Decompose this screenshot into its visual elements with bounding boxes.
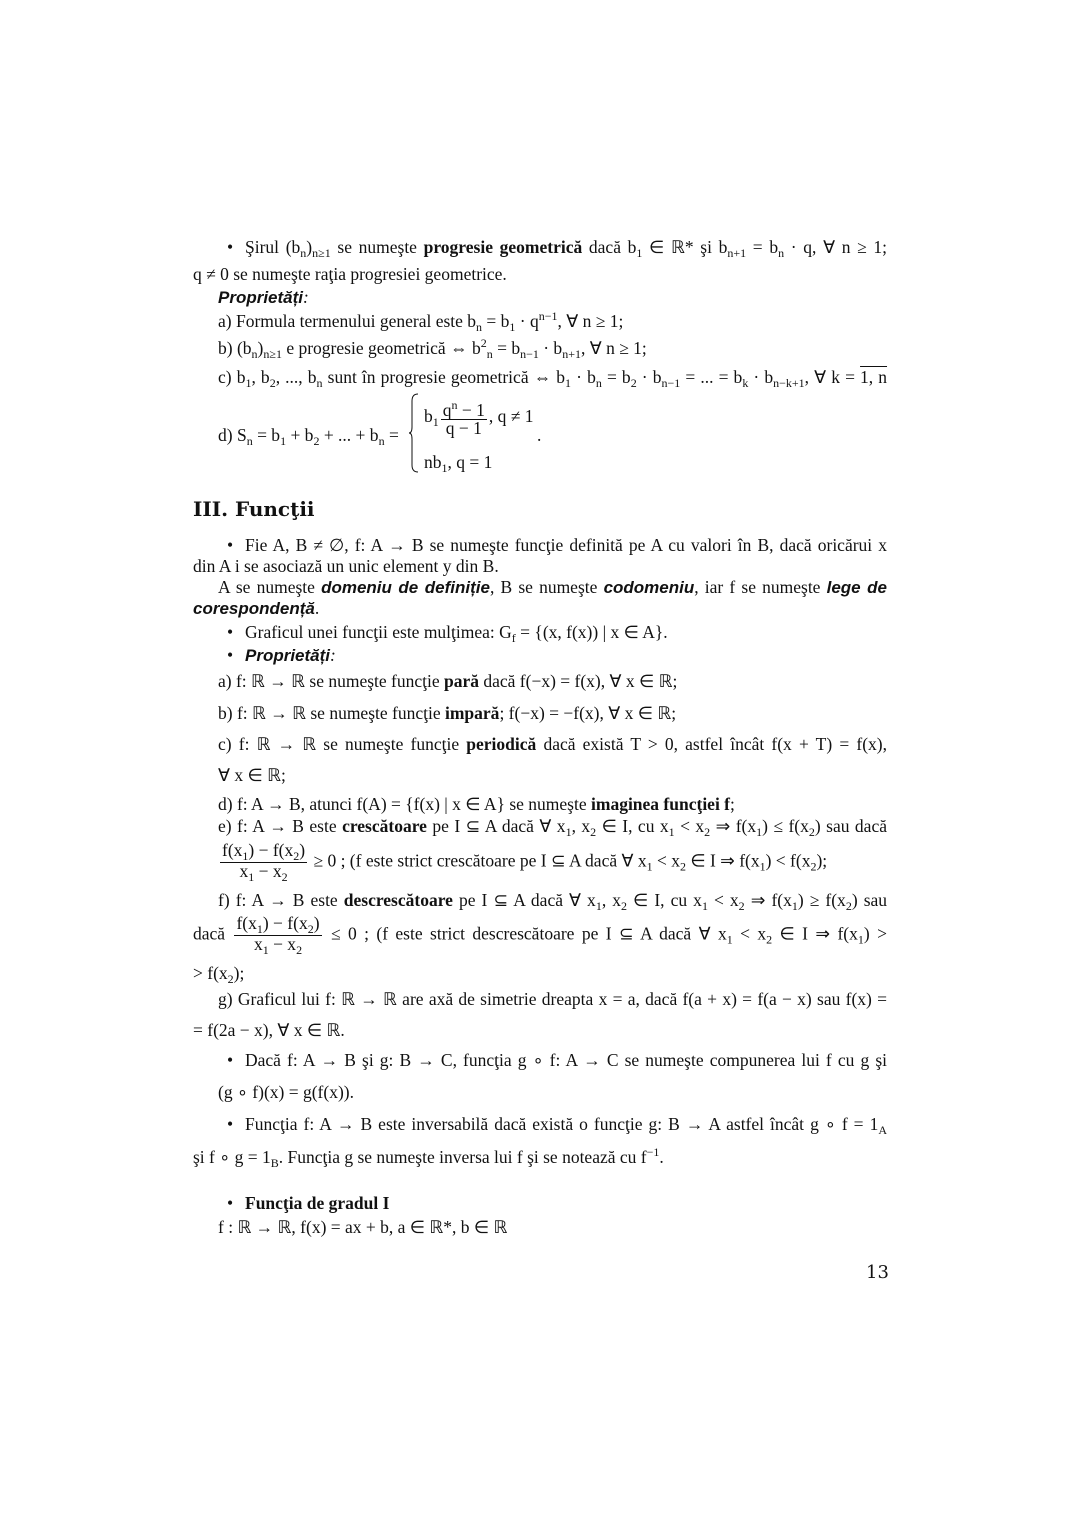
text-run: b) f: ℝ → ℝ se numeşte funcţie <box>218 703 445 723</box>
text-run: ≤ 0 ; (f este strict descrescătoare pe I ⊆ A dacă ∀ x <box>323 923 727 944</box>
subscript: 2 <box>704 825 711 839</box>
text-run: ; f(−x) = −f(x), ∀ x ∈ ℝ; <box>499 703 677 723</box>
text-run: < x <box>674 816 705 836</box>
subscript: 2 <box>293 849 300 863</box>
text-run: . Funcţia g se numeşte inversa lui f şi se notează cu f <box>278 1147 647 1167</box>
text-run: se numeşte <box>330 237 424 257</box>
text-run: c) f: ℝ → ℝ se numeşte funcţie <box>218 734 467 754</box>
subscript: n <box>486 347 493 361</box>
subscript: 2 <box>845 899 852 913</box>
subscript: n+1 <box>562 347 581 361</box>
subscript: 2 <box>590 825 597 839</box>
invertible-function <box>227 1114 887 1136</box>
text-run: − x <box>268 934 297 954</box>
text-run: < x <box>652 850 680 871</box>
text-run: din A i se asociază un unic element y din B. <box>193 556 499 576</box>
superscript: 2 <box>480 336 487 350</box>
subscript: 1 <box>432 415 439 430</box>
text-run: Şirul (b <box>245 237 301 257</box>
fraction <box>441 399 487 437</box>
decreasing-function-cont <box>193 915 887 956</box>
subscript: B <box>270 1156 279 1170</box>
property-a <box>218 310 887 333</box>
function-graph <box>227 622 887 644</box>
subscript: 1 <box>509 320 516 334</box>
superscript: n <box>451 398 458 412</box>
subscript: 1 <box>595 899 602 913</box>
text-run: x <box>239 861 249 881</box>
property-d-case1 <box>424 399 533 437</box>
text-run: ); <box>816 850 828 871</box>
subscript: A <box>878 1123 887 1137</box>
text-run: pe I ⊆ A dacă ∀ x <box>426 816 566 836</box>
subscript: 1 <box>636 246 643 260</box>
denominator <box>239 863 287 883</box>
fraction <box>220 842 307 883</box>
geometric-progression-definition <box>227 237 887 259</box>
symmetry-axis-cont <box>193 1020 887 1040</box>
numerator <box>220 842 307 863</box>
text-run: dacă f(−x) = f(x), ∀ x ∈ ℝ; <box>479 671 678 691</box>
text-run: = {(x, f(x)) | x ∈ A}. <box>515 622 668 642</box>
text-run: , ∀ k = <box>804 367 861 387</box>
text-run: f(x <box>222 840 243 860</box>
subscript: n <box>300 246 307 260</box>
text-run: Fie A, B ≠ ∅, f: A → B se numeşte funcţie definită pe A cu valori în B, dacă oricărui x <box>245 535 887 555</box>
text-run: şi f ∘ g = 1 <box>193 1147 271 1167</box>
property-d-dot <box>537 425 541 445</box>
linear-function-heading <box>227 1193 887 1213</box>
subscript: n <box>378 434 385 448</box>
text-run: d) f: A → B, atunci f(A) = {f(x) | x ∈ A} se numeşte <box>218 794 591 814</box>
text-run: dacă <box>193 923 233 944</box>
text-run: > f(x <box>193 963 228 983</box>
text-run: ∀ x ∈ ℝ; <box>218 765 286 785</box>
text-run: a) f: ℝ → ℝ se numeşte funcţie <box>218 671 444 691</box>
subscript: 2 <box>766 932 773 947</box>
text-run: b <box>424 406 433 427</box>
text-run: ) <box>257 338 264 358</box>
text-run: + ... + b <box>319 425 379 445</box>
text-run: ⇒ f(x <box>710 816 757 836</box>
text-run: ∈ I ⇒ f(x <box>685 850 760 871</box>
text-run: Graficul unei funcţii este mulţimea: G <box>245 622 512 642</box>
text-run: e) f: A → B este <box>218 816 343 836</box>
text-run: , b <box>251 367 270 387</box>
text-run: Dacă f: A → B şi g: B → C, funcţia g ∘ f: A → C se numeşte compunerea lui f cu g şi <box>245 1050 887 1070</box>
text-run: . <box>659 1147 664 1167</box>
text-run: ; <box>730 794 735 814</box>
subscript: 1 <box>565 376 572 390</box>
numerator <box>441 399 487 420</box>
subscript: 2 <box>630 376 637 390</box>
text-run: = b <box>492 338 521 358</box>
page-number: 13 <box>866 1262 889 1283</box>
text-run: g) Graficul lui f: ℝ → ℝ are axă de simetrie dreapta x = a, dacă f(a + x) = f(a − x) sau f(x) = <box>218 989 887 1009</box>
text-run: · q, ∀ n ≥ 1; <box>784 237 888 257</box>
denominator <box>446 420 482 437</box>
emphasis-text: Proprietăți <box>218 288 304 307</box>
emphasis-text: imaginea funcţiei f <box>591 794 731 814</box>
invertible-function-cont <box>193 1146 887 1169</box>
text-run: q − 1 <box>445 418 482 438</box>
text-run: < x <box>707 890 739 910</box>
subscript: 1 <box>701 899 708 913</box>
function-definition <box>227 535 887 555</box>
subscript: 1 <box>759 859 766 874</box>
superscript: −1 <box>646 1145 660 1159</box>
text-run: = b <box>252 425 281 445</box>
increasing-function-cont <box>218 842 887 883</box>
text-run: ∈ I, cu x <box>596 816 669 836</box>
text-run: dacă b <box>582 237 637 257</box>
function-properties-label <box>227 645 887 666</box>
text-run: pe I ⊆ A dacă ∀ x <box>452 890 596 910</box>
subscript: 2 <box>227 972 234 986</box>
properties-label <box>218 287 887 308</box>
text-run: ≥ 0 ; (f este strict crescătoare pe I ⊆ A dacă ∀ x <box>309 850 647 871</box>
property-b <box>218 337 887 360</box>
text-run: , ∀ n ≥ 1; <box>557 311 624 331</box>
text-run: , x <box>601 890 621 910</box>
subscript: 2 <box>810 859 817 874</box>
subscript: 2 <box>679 859 686 874</box>
subscript: 1 <box>242 849 249 863</box>
odd-function <box>218 703 887 723</box>
text-run: ) <box>299 840 306 860</box>
subscript: 1 <box>262 943 269 957</box>
subscript: n <box>476 320 483 334</box>
subscript: 1 <box>245 376 252 390</box>
subscript: 1 <box>791 899 798 913</box>
subscript: n≥1 <box>312 246 331 260</box>
text-run: ) sau <box>851 890 888 910</box>
text-run: Funcţia f: A → B este inversabilă dacă există o funcţie g: B → A astfel încât g ∘ f = 1 <box>245 1114 879 1134</box>
subscript: 1 <box>756 825 763 839</box>
property-c <box>218 367 887 389</box>
text-run: ) − f(x <box>248 840 294 860</box>
subscript: 1 <box>256 922 263 936</box>
decreasing-function <box>218 890 887 912</box>
text-run: · q <box>515 311 539 331</box>
subscript: f <box>511 631 516 645</box>
text-run: − 1 <box>457 400 485 420</box>
emphasis-text: pară <box>444 671 479 691</box>
subscript: 1 <box>280 434 287 448</box>
subscript: 2 <box>281 870 288 884</box>
text-run: , B se numeşte <box>489 577 604 597</box>
text-run: = <box>384 425 399 445</box>
text-run: ) − f(x <box>262 913 308 933</box>
subscript: 1 <box>726 932 733 947</box>
text-run: q ≠ 0 se numeşte raţia progresiei geometrice. <box>193 264 507 284</box>
text-run: · b <box>748 367 774 387</box>
text-run: ); <box>233 963 245 983</box>
subscript: 1 <box>668 825 675 839</box>
text-run: (g ∘ f)(x) = g(f(x)). <box>218 1082 354 1102</box>
text-run: ∈ ℝ* şi b <box>642 237 728 257</box>
text-run: sunt în progresie geometrică ⇔ b <box>322 367 566 387</box>
text-run: · b <box>636 367 662 387</box>
emphasis-text: descrescătoare <box>343 890 453 910</box>
text-run: ∈ I ⇒ f(x <box>772 923 858 944</box>
text-run: A se numeşte <box>218 577 322 597</box>
text-run: a) Formula termenului general este b <box>218 311 477 331</box>
text-run: d) S <box>218 425 247 445</box>
function-definition-cont <box>193 556 887 576</box>
text-run: . <box>537 425 542 445</box>
subscript: 2 <box>313 434 320 448</box>
text-run: e progresie geometrică ⇔ b <box>281 338 481 358</box>
text-run: ) <box>313 913 320 933</box>
subscript: n <box>251 347 258 361</box>
text-run: ) <box>306 237 313 257</box>
emphasis-text: : <box>330 645 336 665</box>
periodic-function-cont <box>218 765 887 785</box>
domain-codomain-cont <box>193 598 887 619</box>
linear-function-formula <box>218 1217 887 1237</box>
domain-codomain <box>218 577 887 598</box>
text-run: q <box>442 400 452 420</box>
text-run: ) ≥ f(x <box>797 890 846 910</box>
emphasis-text: domeniu de definiție <box>321 578 490 597</box>
emphasis-text: progresie geometrică <box>423 237 583 257</box>
text-run: · b <box>538 338 563 358</box>
text-run: c) b <box>218 367 246 387</box>
text-run: , ∀ n ≥ 1; <box>580 338 647 358</box>
subscript: 1 <box>248 870 255 884</box>
property-d-case2 <box>424 452 492 474</box>
section-heading-functions: III. Funcţii <box>193 497 315 521</box>
text-run: = f(2a − x), ∀ x ∈ ℝ. <box>193 1020 345 1040</box>
numerator <box>234 915 321 936</box>
decreasing-function-end <box>193 963 887 985</box>
subscript: n <box>778 246 785 260</box>
subscript: n−1 <box>520 347 539 361</box>
emphasis-text: periodică <box>466 734 537 754</box>
subscript: 2 <box>738 899 745 913</box>
text-run: ) sau dacă <box>814 816 887 836</box>
subscript: n+1 <box>727 246 747 260</box>
text-run: , q = 1 <box>447 452 493 472</box>
emphasis-text: Funcţia de gradul I <box>245 1193 390 1213</box>
subscript: k <box>742 376 749 390</box>
subscript: 1 <box>646 859 653 874</box>
text-run: ⇒ f(x <box>744 890 792 910</box>
composition-cont <box>218 1082 887 1102</box>
emphasis-text: impară <box>444 703 500 723</box>
emphasis-text: crescătoare <box>342 816 427 836</box>
text-run: dacă există T > 0, astfel încât f(x + T) = f(x), <box>536 734 887 754</box>
subscript: n≥1 <box>263 347 282 361</box>
text-run: < x <box>732 923 767 944</box>
text-run: , q ≠ 1 <box>488 406 534 427</box>
emphasis-text: corespondență <box>193 599 315 618</box>
subscript: n−1 <box>661 376 681 390</box>
subscript: n <box>595 376 602 390</box>
emphasis-text: lege de <box>826 578 887 597</box>
text-run: ) > <box>863 923 887 944</box>
text-run: − x <box>254 861 282 881</box>
subscript: 2 <box>296 943 303 957</box>
superscript: n−1 <box>538 309 558 323</box>
subscript: 2 <box>808 825 815 839</box>
function-image <box>218 794 887 814</box>
text-run: = b <box>601 367 631 387</box>
subscript: 1 <box>441 461 448 475</box>
subscript: n−k+1 <box>773 376 805 390</box>
text-run: , x <box>571 816 591 836</box>
subscript: 1 <box>565 825 572 839</box>
even-function <box>218 671 887 691</box>
text-run: ) < f(x <box>765 850 811 871</box>
text-run: , iar f se numeşte <box>694 577 827 597</box>
text-run: = b <box>746 237 779 257</box>
denominator <box>254 936 302 956</box>
text-run: = b <box>482 311 510 331</box>
subscript: n <box>316 376 323 390</box>
subscript: 2 <box>269 376 276 390</box>
subscript: 1 <box>857 932 864 947</box>
text-run: f) f: A → B este <box>218 890 344 910</box>
text-run: b) (b <box>218 338 252 358</box>
emphasis-text: Proprietăți <box>245 646 331 665</box>
subscript: 2 <box>307 922 314 936</box>
text-run: f : ℝ → ℝ, f(x) = ax + b, a ∈ ℝ*, b ∈ ℝ <box>218 1217 508 1237</box>
text-run: ∈ I, cu x <box>627 890 702 910</box>
property-d-sum <box>218 425 399 447</box>
overlined-text: 1, n <box>860 367 888 387</box>
text-run: nb <box>424 452 442 472</box>
curly-brace-icon <box>409 393 419 473</box>
subscript: 2 <box>621 899 627 913</box>
emphasis-text: : <box>303 287 309 307</box>
text-run: = ... = b <box>680 367 743 387</box>
text-run: x <box>253 934 263 954</box>
fraction <box>234 915 321 956</box>
text-run: , ..., b <box>275 367 317 387</box>
subscript: n <box>246 434 253 448</box>
periodic-function <box>218 734 887 754</box>
emphasis-text: codomeniu <box>603 578 695 597</box>
text-run: f(x <box>236 913 257 933</box>
symmetry-axis <box>218 989 887 1009</box>
text-run: . <box>314 598 320 618</box>
text-run: + b <box>286 425 314 445</box>
ratio-definition <box>193 264 887 284</box>
increasing-function <box>218 816 887 838</box>
text-run: ) ≤ f(x <box>762 816 809 836</box>
text-run: · b <box>571 367 596 387</box>
composition <box>227 1050 887 1070</box>
